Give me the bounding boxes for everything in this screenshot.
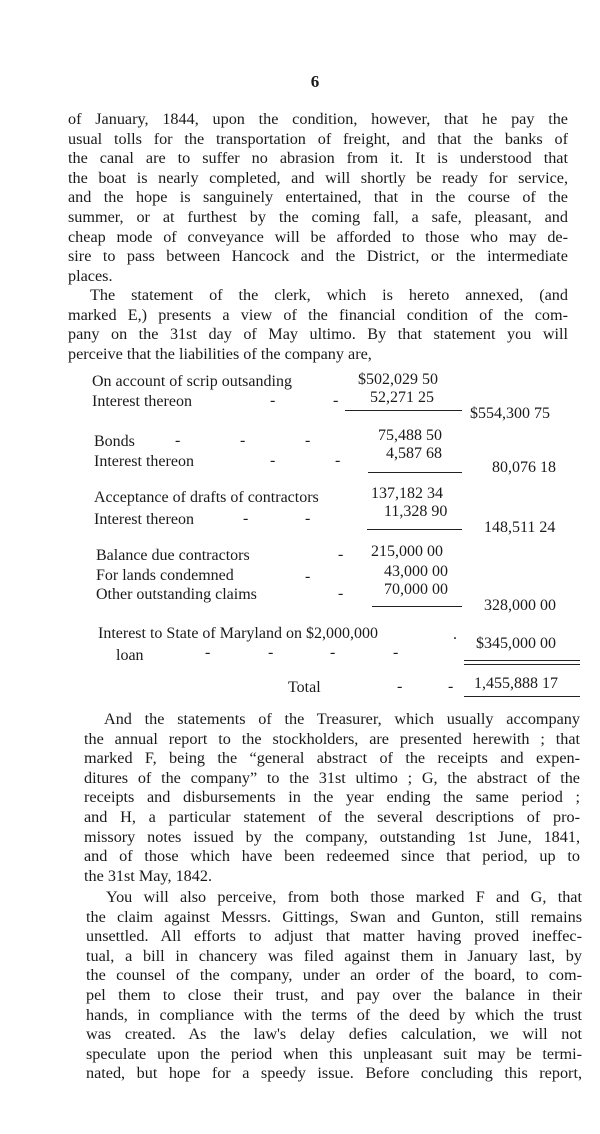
text-line: tual, a bill in chancery was filed against them in January last, by: [86, 946, 582, 965]
page-number: 6: [310, 72, 320, 91]
ledger-item: Interest thereon: [92, 393, 192, 410]
dash-leader: -: [268, 644, 274, 661]
dash-leader: -: [175, 432, 181, 449]
sum-rule: [368, 472, 462, 473]
dash-leader: -: [270, 452, 276, 469]
ledger-amount: 75,488 50: [378, 427, 442, 444]
dash-leader: -: [205, 644, 211, 661]
text-line: The statement of the clerk, which is hereto annexed, (and: [90, 286, 568, 304]
ledger-amount: 70,000 00: [384, 581, 448, 598]
treasurer-paragraph: [84, 710, 580, 886]
text-line: usual tolls for the transportation of freight, and that the banks of: [68, 129, 568, 148]
sum-rule: [464, 660, 580, 661]
grand-total-label: Total: [288, 679, 321, 696]
text-line: of January, 1844, upon the condition, however, that he pay the: [68, 110, 568, 128]
dash-leader: -: [330, 644, 336, 661]
text-line: ditures of the company” to the 31st ultimo ; G, the abstract of the: [84, 768, 580, 787]
ledger-amount: $502,029 50: [358, 371, 438, 388]
text-line: And the statements of the Treasurer, which usually accompany: [104, 710, 580, 728]
ledger-amount: 215,000 00: [371, 543, 443, 560]
dash-leader: -: [335, 452, 341, 469]
dash-leader: -: [270, 392, 276, 409]
ledger-item: Balance due contractors: [96, 547, 250, 564]
text-line: speculate upon the period when this unpleasant suit may be termi-: [86, 1044, 582, 1063]
text-line: pel them to close their trust, and pay over the balance in their: [86, 985, 582, 1004]
text-line: unsettled. All efforts to adjust that matter having proved ineffec-: [86, 927, 582, 946]
sum-rule: [345, 410, 462, 411]
text-line: and the hope is sanguinely entertained, that in the course of the: [68, 188, 568, 207]
dash-leader: -: [305, 510, 311, 527]
dash-leader: -: [397, 678, 403, 695]
ledger-amount: 52,271 25: [370, 389, 434, 406]
text-line: the 31st May, 1842.: [84, 866, 212, 885]
text-line: the counsel of the company, under an order of the board, to com-: [86, 966, 582, 985]
text-line: the canal are to suffer no abrasion from it. It is understood that: [68, 149, 568, 168]
dash-leader: -: [305, 432, 311, 449]
dash-leader: -: [240, 432, 246, 449]
dash-leader: -: [333, 392, 339, 409]
sum-rule: [464, 696, 580, 697]
text-line: the boat is nearly completed, and will shortly be ready for service,: [68, 168, 568, 187]
grand-total-amount: 1,455,888 17: [474, 675, 558, 692]
text-line: hands, in compliance with the terms of the deed by which the trust: [86, 1005, 582, 1024]
text-line: You will also perceive, from both those marked F and G, that: [106, 888, 582, 906]
claim-paragraph: [86, 888, 582, 1084]
ledger-item: Acceptance of drafts of contractors: [94, 489, 319, 506]
dash-leader: -: [448, 678, 454, 695]
text-line: places.: [68, 266, 113, 285]
ledger-subtotal: $554,300 75: [470, 405, 550, 422]
ledger-amount: 4,587 68: [386, 445, 442, 462]
dash-leader: -: [243, 510, 249, 527]
text-line: and of those which have been redeemed since that period, up to: [84, 847, 580, 866]
dash-leader: .: [453, 626, 457, 643]
text-line: perceive that the liabilities of the company are,: [68, 344, 372, 363]
statement-paragraph: [68, 286, 568, 364]
ledger-subtotal: $345,000 00: [476, 635, 556, 652]
intro-paragraph: [68, 110, 568, 286]
sum-rule: [367, 529, 462, 530]
ledger-item: Interest thereon: [94, 511, 194, 528]
ledger-item: On account of scrip outsanding: [92, 373, 292, 390]
ledger-item: For lands condemned: [96, 567, 234, 584]
ledger-item: Interest to State of Maryland on $2,000,000: [98, 625, 378, 642]
text-line: cheap mode of conveyance will be afforded to those who may de-: [68, 227, 568, 246]
ledger-subtotal: 80,076 18: [492, 459, 556, 476]
ledger-item: loan: [116, 647, 144, 664]
ledger-amount: 43,000 00: [384, 563, 448, 580]
text-line: pany on the 31st day of May ultimo. By that statement you will: [68, 325, 568, 344]
dash-leader: -: [338, 546, 344, 563]
text-line: marked E,) presents a view of the financial condition of the com-: [68, 305, 568, 324]
ledger-subtotal: 148,511 24: [484, 519, 556, 536]
sum-rule: [372, 606, 462, 607]
text-line: was created. As the law's delay defies calculation, we will not: [86, 1025, 582, 1044]
dash-leader: -: [338, 585, 344, 602]
ledger-amount: 11,328 90: [384, 503, 448, 520]
text-line: summer, or at furthest by the coming fall, a safe, pleasant, and: [68, 207, 568, 226]
ledger-item: Other outstanding claims: [96, 586, 257, 603]
text-line: the annual report to the stockholders, are presented herewith ; that: [84, 729, 580, 748]
dash-leader: -: [393, 644, 399, 661]
text-line: nated, but hope for a speedy issue. Before concluding this report,: [86, 1064, 582, 1083]
text-line: marked F, being the “general abstract of the receipts and expen-: [84, 749, 580, 768]
dash-leader: -: [305, 568, 311, 585]
text-line: receipts and disbursements in the year ending the same period ;: [84, 788, 580, 807]
text-line: and H, a particular statement of the several descriptions of pro-: [84, 807, 580, 826]
ledger-item: Bonds: [94, 433, 135, 450]
sum-rule: [464, 664, 580, 665]
ledger-item: Interest thereon: [94, 453, 194, 470]
text-line: sire to pass between Hancock and the District, or the intermediate: [68, 247, 568, 266]
text-line: missory notes issued by the company, outstanding 1st June, 1841,: [84, 827, 580, 846]
text-line: the claim against Messrs. Gittings, Swan and Gunton, still remains: [86, 907, 582, 926]
ledger-amount: 137,182 34: [371, 485, 443, 502]
ledger-subtotal: 328,000 00: [484, 597, 556, 614]
